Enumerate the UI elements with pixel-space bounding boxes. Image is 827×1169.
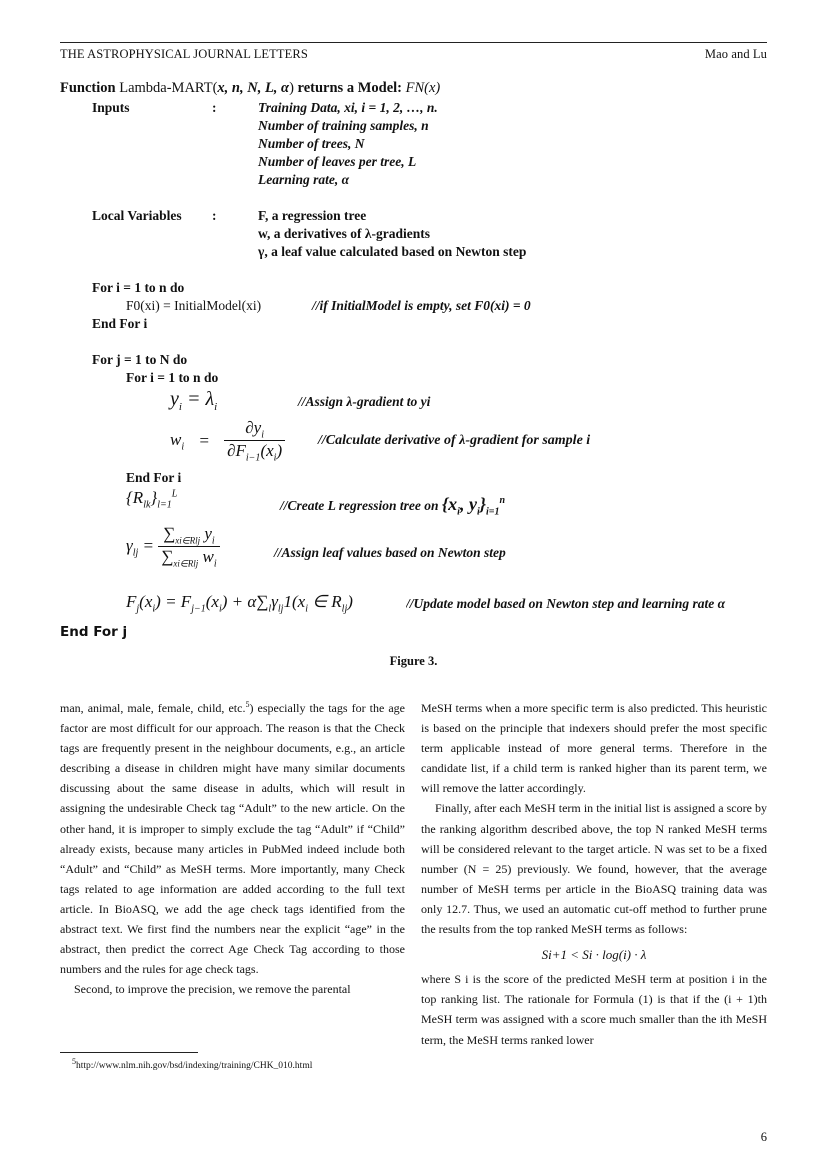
page-number: 6 — [760, 1130, 767, 1144]
inner-loop-header: For i = 1 to n do — [126, 370, 219, 385]
update-equation: $F_j(x_i) = F_{j-1}(x_i) + \alpha\sum_l\gamma_{lj}1(x_i$ ∈ $R_{lj}$) — [126, 592, 353, 615]
derivative-equation: $w_i$ = $\frac{\partial y_i}{\partial F_{i-1}(x_i)}$ — [170, 418, 285, 464]
input-num-leaves: Number of leaves per tree, L — [258, 154, 417, 169]
loop1-header: For i = 1 to n do — [92, 280, 185, 295]
locals-label: Local Variables — [92, 208, 182, 223]
footnote-url: http://www.nlm.nih.gov/bsd/indexing/training/CHK_010.html — [76, 1061, 313, 1071]
input-num-samples: Number of training samples, n — [258, 118, 429, 133]
local-leaf-value: γ, a leaf value calculated based on Newton step — [258, 244, 527, 259]
header-rule — [60, 42, 767, 43]
loop2-end: End For j — [60, 624, 128, 640]
cutoff-formula: Si+1 < Si · log(i) · λ — [541, 947, 647, 963]
leaf-comment: //Assign leaf values based on Newton step — [274, 545, 506, 560]
update-comment: //Update model based on Newton step and learning rate α — [406, 596, 726, 611]
loop1-end: End For i — [92, 316, 148, 331]
tree-comment: //Create L regression tree on {$x_i$, $y_i\}_{i=1}^n$ — [280, 494, 506, 518]
loop1-comment: //if InitialModel is empty, set F0(xi) = 0 — [312, 298, 531, 313]
left-column — [60, 698, 405, 999]
input-training-data: Training Data, xi, i = 1, 2, …, n. — [258, 100, 438, 115]
right-paragraph-2: Finally, after each MeSH term in the initial list is assigned a score by the ranking algorithm described above, the top N ranked MeSH terms will be considered relevant to the target article. N was set to be a fixed number (N = 25) previously. We found, however, that the average number of MeSH terms per article in the BioASQ training data was only 12.7. Thus, we used an automatic cut-off method to further prune the results from the top ranked MeSH terms as follows: — [421, 801, 767, 937]
leaf-value-equation: $\gamma_{lj}$ = $\frac{\sum_{xi\in Rlj} y_i}{\sum_{xi\in Rlj} w_i}$ — [126, 524, 220, 570]
input-learning-rate: Learning rate, α — [258, 172, 350, 187]
loop1-body: F0(xi) = InitialModel(xi) — [126, 298, 262, 313]
assign-comment: //Assign λ-gradient to yi — [298, 394, 431, 409]
tree-set-equation: $\{R_{lk}\}_{l=1}^L$ — [126, 488, 178, 511]
loop2-header: For j = 1 to N do — [92, 352, 188, 367]
left-paragraph-2: Second, to improve the precision, we remove the parental — [74, 982, 351, 997]
locals-colon: : — [212, 208, 217, 223]
derivative-comment: //Calculate derivative of λ-gradient for sample i — [318, 433, 591, 448]
local-regression-tree: F, a regression tree — [258, 208, 367, 223]
left-paragraph-1: man, animal, male, female, child, etc.$^5$) especially the tags for the age factor are most difficult for our approach. The reason is that the Check tags are frequently present in the neighbour documents, e.g., an article describing a disease in children might have many similar documents discussing about the same disease in adults, which will result in assigning the undesirable Check tag “Adult” to the new article. On the other hand, it is improper to simply exclude the tag “Adult” if “Child” already exists, because many articles in PubMed indeed include both “Adult” and “Child” as MeSH terms. More importantly, many Check tags related to age information are added according to the full text article. In BioASQ, we add the age check tags identified from the abstract text. We first find the numbers near the explicit “age” in the abstract, then predict the correct Age Check Tag according to those numbers and the rules for age check tags. — [60, 700, 405, 977]
running-header — [60, 47, 767, 62]
journal-name: THE ASTROPHYSICAL JOURNAL LETTERS — [60, 47, 308, 61]
footnote-ref: 5 — [245, 700, 250, 709]
local-derivatives: w, a derivatives of λ-gradients — [258, 226, 430, 241]
right-paragraph-3: where S i is the score of the predicted MeSH term at position i in the top ranking list. The rationale for Formula (1) is that if the (i + 1)th MeSH term was assigned with a score much smaller than the ith MeSH term, the MeSH terms ranked lower — [421, 972, 767, 1047]
algorithm-signature: Function Lambda-MART(x, n, N, L, α) returns a Model: FN(x) — [60, 80, 441, 96]
input-num-trees: Number of trees, N — [258, 136, 365, 151]
right-column — [421, 698, 767, 1050]
assign-equation: $y_i = \lambda_i$ — [170, 388, 218, 413]
footnote-rule — [60, 1052, 198, 1053]
right-paragraph-1: MeSH terms when a more specific term is also predicted. This heuristic is based on the principle that indexers should prefer the most specific term applicable instead of more general terms. Therefore in the candidate list, if a child term is ranked higher than its parent term, we will remove the latter accordingly. — [421, 701, 767, 796]
author-names: Mao and Lu — [704, 47, 767, 61]
inputs-colon: : — [212, 100, 217, 115]
inputs-label: Inputs — [92, 100, 130, 115]
figure-caption: Figure 3. — [389, 654, 438, 668]
inner-loop-end: End For i — [126, 470, 182, 485]
footnote: $^5$http://www.nlm.nih.gov/bsd/indexing/training/CHK_010.html — [72, 1056, 313, 1071]
